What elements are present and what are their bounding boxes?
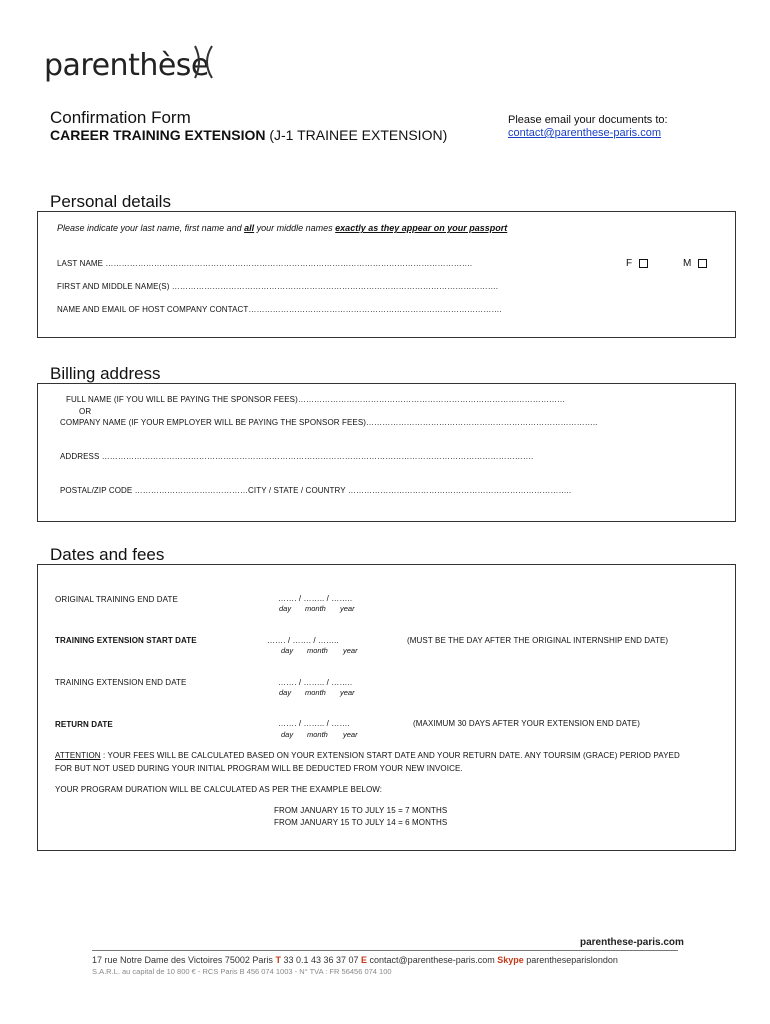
footer-skype: parentheseparislondon bbox=[523, 955, 618, 965]
duration-example-1: FROM JANUARY 15 TO JULY 15 = 7 MONTHS bbox=[274, 806, 448, 815]
extension-start-date-label: TRAINING EXTENSION START DATE bbox=[55, 636, 197, 645]
contact-email-link[interactable]: contact@parenthese-paris.com bbox=[508, 127, 662, 139]
date-sub-day: day bbox=[279, 604, 292, 613]
billing-postal-city-field[interactable]: POSTAL/ZIP CODE ……………………………………CITY / STATE / COUNTRY ……………………………………………………………………….. bbox=[60, 486, 572, 495]
female-checkbox[interactable] bbox=[639, 259, 648, 268]
extension-end-date-field[interactable]: ……. / …….. / …….. bbox=[278, 678, 353, 687]
form-subtitle bbox=[50, 127, 447, 143]
footer-phone-label: T bbox=[275, 955, 281, 965]
date-sub-year: year bbox=[343, 730, 358, 739]
date-sub-month: month bbox=[305, 604, 326, 613]
male-checkbox[interactable] bbox=[698, 259, 707, 268]
date-sub-month: month bbox=[305, 688, 326, 697]
original-end-date-label: ORIGINAL TRAINING END DATE bbox=[55, 595, 178, 604]
gender-female-option[interactable] bbox=[626, 258, 648, 269]
personal-instruction bbox=[57, 223, 507, 233]
gender-male-option[interactable] bbox=[683, 258, 707, 269]
footer-contact-line bbox=[92, 955, 618, 965]
attention-label: ATTENTION bbox=[55, 751, 101, 760]
logo-parentheses-icon bbox=[192, 42, 216, 82]
footer-email: contact@parenthese-paris.com bbox=[367, 955, 498, 965]
female-label: F bbox=[626, 258, 633, 269]
date-sub-month: month bbox=[307, 646, 328, 655]
extension-start-date-field[interactable]: ……. / ……. / …….. bbox=[267, 636, 339, 645]
form-subtitle-bold: CAREER TRAINING EXTENSION bbox=[50, 127, 266, 143]
footer-skype-label: Skype bbox=[497, 955, 524, 965]
footer-email-label: E bbox=[361, 955, 368, 965]
footer-address: 17 rue Notre Dame des Victoires 75002 Paris bbox=[92, 955, 276, 965]
email-note: Please email your documents to: bbox=[508, 114, 668, 126]
footer-divider bbox=[92, 950, 678, 951]
attention-line2: FOR BUT NOT USED DURING YOUR INITIAL PROGRAM WILL BE DEDUCTED FROM YOUR NEW INVOICE. bbox=[55, 764, 463, 773]
section-heading-billing: Billing address bbox=[50, 364, 161, 383]
billing-address-field[interactable]: ADDRESS ……………………………………………………………………………………………………………………………………………. bbox=[60, 452, 534, 461]
section-heading-dates: Dates and fees bbox=[50, 545, 165, 564]
date-sub-day: day bbox=[279, 688, 292, 697]
date-sub-month: month bbox=[307, 730, 328, 739]
duration-note: YOUR PROGRAM DURATION WILL BE CALCULATED AS PER THE EXAMPLE BELOW: bbox=[55, 785, 383, 794]
date-sub-day: day bbox=[281, 730, 294, 739]
logo-text: parenthèse bbox=[44, 48, 209, 83]
first-name-field[interactable]: FIRST AND MIDDLE NAME(S) …………………………………………………………………………………………………………. bbox=[57, 282, 499, 291]
duration-example-2: FROM JANUARY 15 TO JULY 14 = 6 MONTHS bbox=[274, 818, 448, 827]
attention-note bbox=[55, 751, 680, 760]
instruction-part-b: all bbox=[244, 223, 255, 233]
date-sub-year: year bbox=[340, 604, 355, 613]
instruction-part-c: your middle names bbox=[254, 223, 336, 233]
extension-start-note: (MUST BE THE DAY AFTER THE ORIGINAL INTERNSHIP END DATE) bbox=[407, 636, 669, 645]
male-label: M bbox=[683, 258, 692, 269]
extension-end-date-label: TRAINING EXTENSION END DATE bbox=[55, 678, 187, 687]
footer-phone: 33 0.1 43 36 37 07 bbox=[280, 955, 362, 965]
date-sub-day: day bbox=[281, 646, 294, 655]
date-sub-year: year bbox=[343, 646, 358, 655]
form-subtitle-rest: (J-1 TRAINEE EXTENSION) bbox=[265, 127, 448, 143]
date-sub-year: year bbox=[340, 688, 355, 697]
footer-website: parenthese-paris.com bbox=[580, 937, 684, 948]
form-title: Confirmation Form bbox=[50, 108, 191, 127]
return-date-note: (MAXIMUM 30 DAYS AFTER YOUR EXTENSION END DATE) bbox=[413, 719, 640, 728]
attention-line1: : YOUR FEES WILL BE CALCULATED BASED ON YOUR EXTENSION START DATE AND YOUR RETURN DATE. ANY TOURSIM (GRACE) PERIOD PAYED bbox=[100, 751, 680, 760]
original-end-date-field[interactable]: ……. / …….. / …….. bbox=[278, 594, 353, 603]
return-date-label: RETURN DATE bbox=[55, 720, 113, 729]
company-logo bbox=[44, 48, 209, 83]
billing-or-label: OR bbox=[79, 407, 92, 416]
footer-legal: S.A.R.L. au capital de 10 800 € - RCS Paris B 456 074 1003 - N° TVA : FR 56456 074 100 bbox=[92, 967, 392, 976]
billing-company-field[interactable]: COMPANY NAME (IF YOUR EMPLOYER WILL BE PAYING THE SPONSOR FEES)………………………………………………………………………….. bbox=[60, 418, 598, 427]
return-date-field[interactable]: ……. / …….. / ……. bbox=[278, 719, 350, 728]
instruction-part-d: exactly as they appear on your passport bbox=[335, 223, 508, 233]
section-heading-personal: Personal details bbox=[50, 192, 171, 211]
last-name-field[interactable]: LAST NAME ………………………………………………………………………………………………………………………. bbox=[57, 259, 473, 268]
host-contact-field[interactable]: NAME AND EMAIL OF HOST COMPANY CONTACT…………………………………………………………………………………. bbox=[57, 305, 502, 314]
billing-full-name-field[interactable]: FULL NAME (IF YOU WILL BE PAYING THE SPONSOR FEES)……………………………………………………………………………………… bbox=[66, 395, 566, 404]
instruction-part-a: Please indicate your last name, first name and bbox=[57, 223, 245, 233]
